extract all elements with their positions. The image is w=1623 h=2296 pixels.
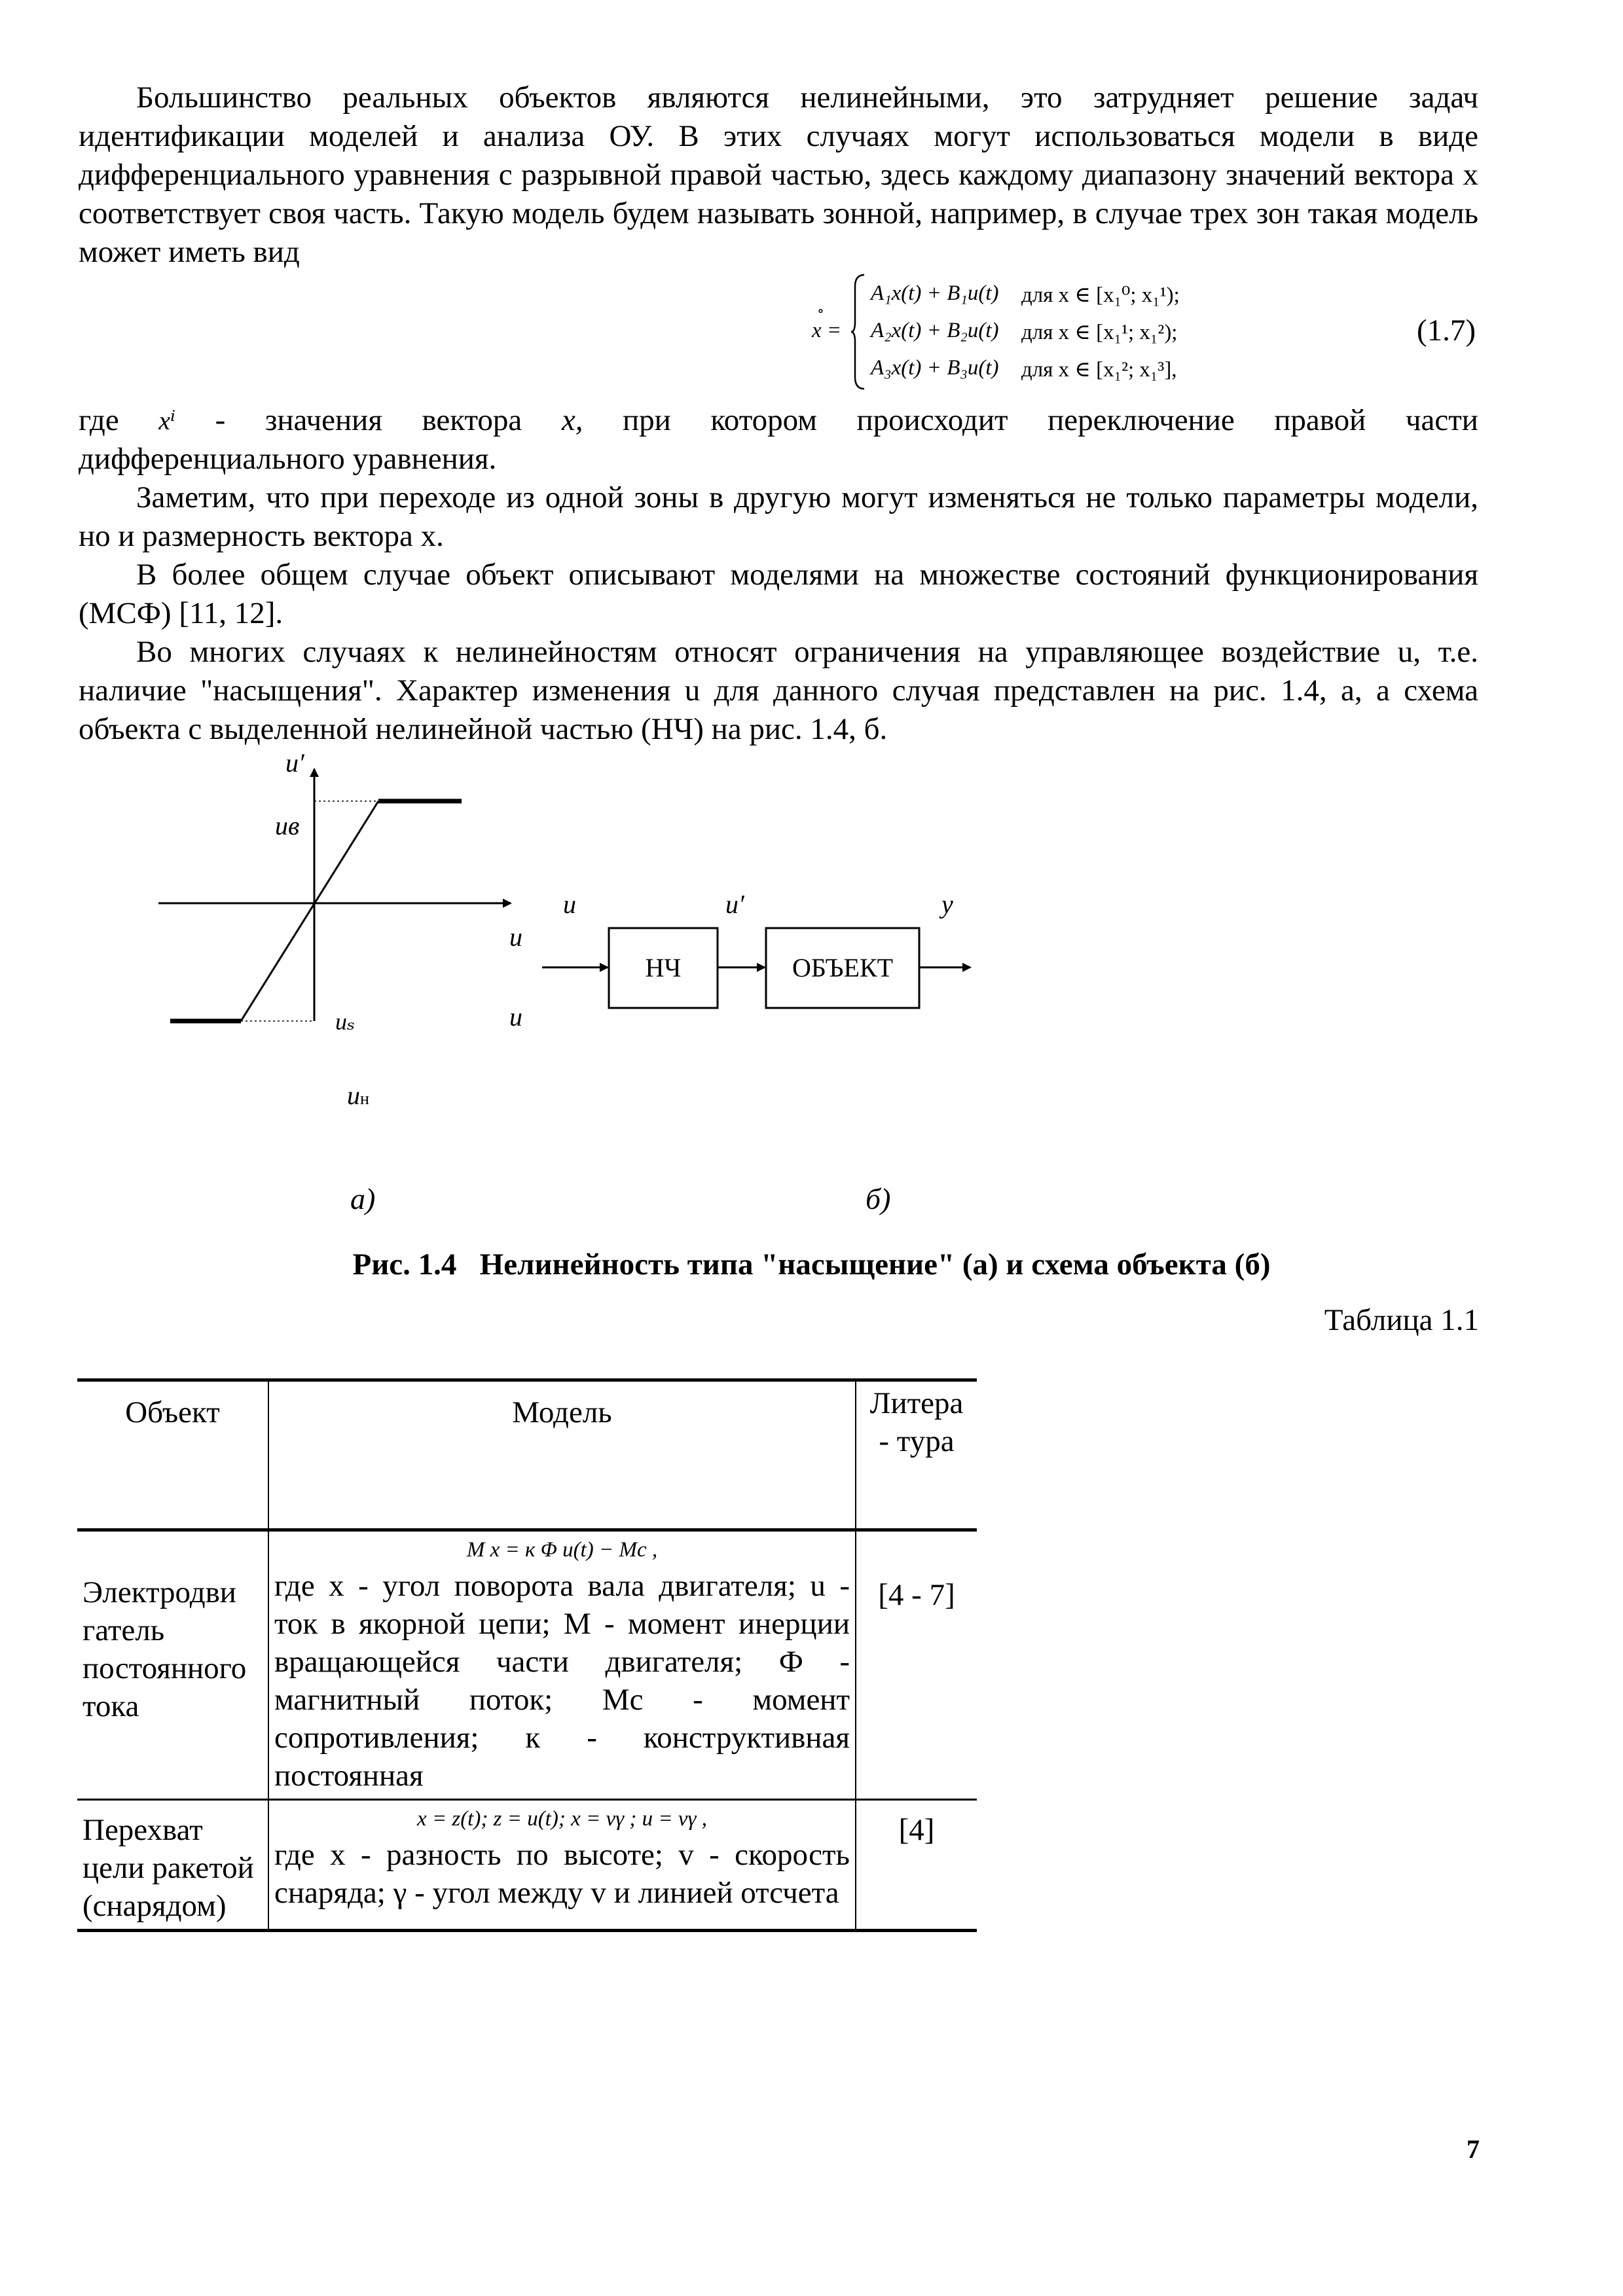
- equation-line-3-cond: для x ∈ [x₁²; x₁³],: [1021, 358, 1177, 382]
- header-model: Модель: [268, 1380, 856, 1530]
- paragraph-note: Заметим, что при переходе из одной зоны в другую могут изменяться не только параметры модели, но и размерность вектора x.: [79, 480, 1478, 553]
- equation-line-2-cond: для x ∈ [x₁¹; x₁²);: [1021, 321, 1178, 344]
- paragraph-intro: Большинство реальных объектов являются нелинейными, это затрудняет решение задач идентификации моделей и анализа ОУ. В этих случаях могут использоваться модели в виде дифференциального уравнения с разрывной правой частью, здесь каждому диапазону значений вектора x соответствует своя часть. Такую модель будем называть зонной, например, в случае трех зон такая модель может иметь вид: [79, 81, 1478, 269]
- table-number: Таблица 1.1: [1324, 1303, 1479, 1337]
- figure-1-4: [131, 748, 982, 1250]
- equation-line-1-expr: A₁x(t) + B₁u(t): [871, 281, 999, 305]
- graph-y-label: u′: [285, 748, 304, 778]
- where-word: где: [79, 403, 119, 437]
- paragraph-msf: В более общем случае объект описывают моделями на множестве состояний функционирования (МСФ) [11, 12].: [79, 558, 1478, 630]
- where-word: правой: [1274, 403, 1366, 437]
- equation-brace: [850, 274, 866, 390]
- block-output-label: y: [941, 889, 953, 919]
- table-row: [77, 1530, 977, 1800]
- paragraph-where-line: [79, 401, 1478, 440]
- page-number: 7: [1467, 2134, 1480, 2164]
- graph-stray-label: uₛ: [335, 1009, 356, 1035]
- equation-line-3-expr: A₃x(t) + B₃u(t): [871, 356, 999, 380]
- row-1-description: где x - угол поворота вала двигателя; u - ток в якорной цепи; M - момент инерции вращающейся части двигателя; Ф - магнитный поток; Mс - момент сопротивления; к - конструктивная постоянная: [274, 1569, 850, 1793]
- row-1-ref: [4 - 7]: [856, 1530, 977, 1800]
- where-word: -: [215, 403, 226, 437]
- row-2-ref: [4]: [856, 1800, 977, 1931]
- graph-upper-level-label: uв: [275, 811, 300, 840]
- figure-subcaption-a: а): [350, 1182, 376, 1215]
- row-2-model: [268, 1800, 856, 1931]
- where-word: значения: [264, 403, 382, 437]
- graph-lower-level-label: uн: [347, 1081, 369, 1110]
- graph-linear-segment: [241, 801, 378, 1021]
- block-nch-label: НЧ: [645, 953, 682, 982]
- table-1-1: [77, 1378, 977, 1932]
- where-word: происходит: [856, 403, 1008, 437]
- graph-x-label: u: [509, 922, 522, 952]
- figure-subcaption-b: б): [866, 1182, 891, 1215]
- row-1-formula: M x = к Φ u(t) − Mс ,: [466, 1538, 658, 1562]
- equation-line-1-cond: для x ∈ [x₁⁰; x₁¹);: [1021, 283, 1180, 307]
- header-object: Объект: [77, 1380, 268, 1530]
- paragraph-where-line-2: дифференциального уравнения.: [79, 442, 497, 476]
- row-1-model: [268, 1530, 856, 1800]
- row-2-description: где x - разность по высоте; v - скорость снаряда; γ - угол между v и линией отсчета: [274, 1838, 850, 1910]
- graph-x-label-2: u: [509, 1002, 522, 1031]
- row-1-object: Электродви гатель постоянного тока: [77, 1530, 268, 1800]
- equation-number: (1.7): [1417, 314, 1476, 348]
- equation-lhs-dot: ∘: [817, 302, 824, 319]
- where-word: при: [623, 403, 671, 437]
- where-word: части: [1405, 403, 1478, 437]
- figure-drawing: [131, 753, 982, 1250]
- paragraph-saturation: Во многих случаях к нелинейностям относят ограничения на управляющее воздействие u, т.е. наличие "насыщения". Характер изменения u для данного случая представлен на рис. 1.4, а, а схема объекта с выделенной нелинейной частью (НЧ) на рис. 1.4, б.: [79, 635, 1478, 746]
- row-2-formula: x = z(t); z = u(t); x = vγ ; u = vγ ,: [416, 1807, 708, 1831]
- equation-lhs: x =: [812, 319, 842, 342]
- where-word: x,: [561, 403, 583, 437]
- table-row: [77, 1800, 977, 1931]
- table-header-row: [77, 1380, 977, 1530]
- where-word: котором: [710, 403, 817, 437]
- row-2-object: Перехват цели ракетой (снарядом): [77, 1800, 268, 1931]
- figure-caption: Рис. 1.4 Нелинейность типа "насыщение" (а) и схема объекта (б): [352, 1247, 1271, 1282]
- block-input-label: u: [563, 889, 576, 919]
- header-literature: Литера - тура: [856, 1380, 977, 1530]
- where-word: переключение: [1048, 403, 1235, 437]
- block-middle-label: u′: [725, 889, 744, 919]
- equation-line-2-expr: A₂x(t) + B₂u(t): [871, 319, 999, 342]
- block-object-label: ОБЪЕКТ: [792, 953, 894, 982]
- where-xi: xⁱ: [158, 406, 176, 435]
- where-word: вектора: [422, 403, 522, 437]
